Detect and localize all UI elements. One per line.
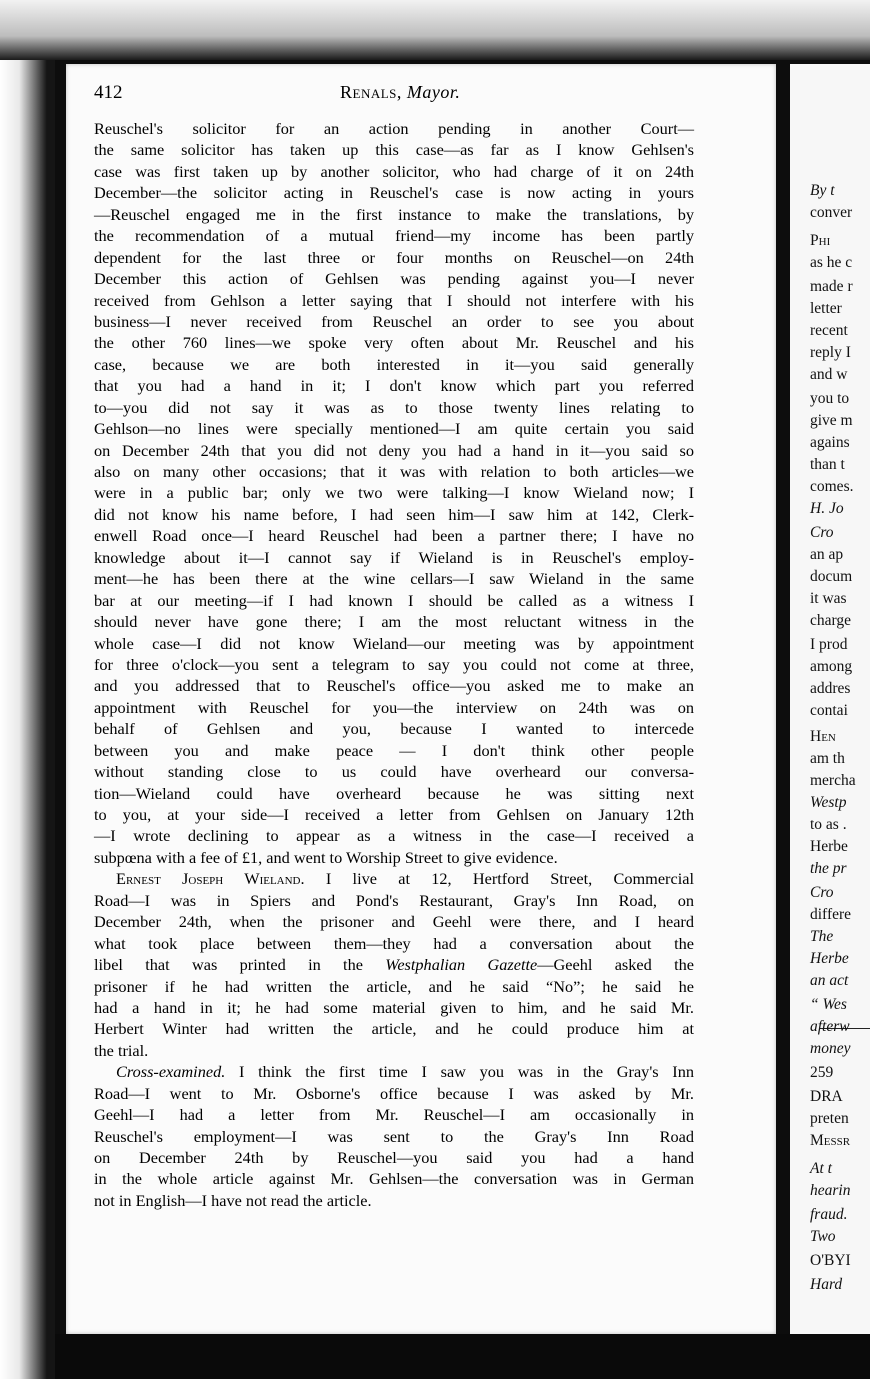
right-page-fragment: to as . xyxy=(810,816,847,833)
text-line xyxy=(94,1126,694,1147)
right-page-fragment: preten xyxy=(810,1110,849,1127)
right-page-fragment: as he c xyxy=(810,254,853,271)
line-text: libel that was printed in the xyxy=(94,955,386,975)
line-text: Gehlson—no lines were specially mentioned—I am quite certain you said xyxy=(94,419,694,439)
right-page-fragment: and w xyxy=(810,366,848,383)
right-page-fragment: made r xyxy=(810,278,853,295)
right-page-fragment: charge xyxy=(810,612,852,629)
text-line xyxy=(94,290,694,311)
right-page-fragment: give m xyxy=(810,412,853,429)
line-text: behalf of Gehlsen and you, because I wanted to intercede xyxy=(94,719,694,739)
line-text: —Reuschel engaged me in the first instance to make the translations, by xyxy=(94,204,694,224)
line-text: subpœna with a fee of £1, and went to Worship Street to give evidence. xyxy=(94,847,558,867)
text-line xyxy=(94,997,694,1018)
italic-lead: Cross-examined. xyxy=(116,1062,226,1082)
text-line xyxy=(94,247,694,268)
text-line xyxy=(94,718,694,739)
line-text: December this action of Gehlsen was pending against you—I never xyxy=(94,269,694,289)
line-text: had a hand in it; he had some material given to him, and he said Mr. xyxy=(94,997,694,1017)
line-text: Geehl—I had a letter from Mr. Reuschel—I am occasionally in xyxy=(94,1105,694,1125)
right-page-fragment: money xyxy=(810,1040,851,1057)
right-page-fragment: afterw xyxy=(810,1018,850,1035)
right-page-fragment: mercha xyxy=(810,772,856,789)
line-text: also on many other occasions; that it was with relation to both articles—we xyxy=(94,462,694,481)
text-line xyxy=(94,933,694,954)
line-text: the same solicitor has taken up this case—as far as I know Gehlsen's xyxy=(94,140,694,160)
right-page-fragment: Herbe xyxy=(810,838,848,855)
text-line xyxy=(94,525,694,546)
right-page-fragment: an act xyxy=(810,972,849,989)
text-line xyxy=(94,1147,694,1168)
text-line xyxy=(94,547,694,568)
scan-top-margin xyxy=(0,0,870,60)
line-text: did not know his name before, I had seen him—I saw him at 142, Clerk- xyxy=(94,504,694,524)
right-page-fragment: Phi xyxy=(810,232,831,249)
text-line xyxy=(94,354,694,375)
right-page-fragment: an ap xyxy=(810,546,844,563)
text-line xyxy=(94,633,694,654)
right-page-fragment: Cro xyxy=(810,524,834,541)
text-line xyxy=(94,740,694,761)
line-text: —I wrote declining to appear as a witness in the case—I received a xyxy=(94,826,694,846)
text-line xyxy=(94,804,694,825)
right-page-fragment: it was xyxy=(810,590,847,607)
line-text: Road—I was in Spiers and Pond's Restaurant, Gray's Inn Road, on xyxy=(94,890,694,910)
line-text: received from Gehlson a letter saying that I should not interfere with his xyxy=(94,290,694,310)
text-line xyxy=(94,761,694,782)
text-line xyxy=(94,890,694,911)
text-line xyxy=(94,954,694,975)
scan-bottom-margin xyxy=(55,1334,870,1379)
right-page-fragment: “ Wes xyxy=(810,996,847,1013)
right-page-fragment: Two xyxy=(810,1228,836,1245)
right-page-fragment: By t xyxy=(810,182,835,199)
line-text: on December 24th by Reuschel—you said you had a hand xyxy=(94,1148,694,1167)
text-line xyxy=(94,568,694,589)
right-page-fragment: among xyxy=(810,658,853,675)
line-text: —Geehl asked the xyxy=(537,955,694,975)
right-page-fragment: The xyxy=(810,928,834,945)
right-page-fragment: H. Jo xyxy=(810,500,844,517)
text-line xyxy=(94,847,694,868)
right-page-fragment: reply I xyxy=(810,344,851,361)
right-page-fragment: O'BYI xyxy=(810,1252,851,1269)
text-line xyxy=(94,397,694,418)
right-page-fragment: addres xyxy=(810,680,851,697)
right-page-fragment: conver xyxy=(810,204,853,221)
right-page-fragment: Hen xyxy=(810,728,836,745)
right-page-fragment: you to xyxy=(810,390,850,407)
witness-name: Ernest Joseph Wieland. xyxy=(116,869,305,889)
right-page-fragment: Herbe xyxy=(810,950,849,967)
right-page-fragment: comes. xyxy=(810,478,854,495)
line-text: enwell Road once—I heard Reuschel had been a partner there; I have no xyxy=(94,526,694,546)
line-text: without standing close to us could have overheard our conversa- xyxy=(94,762,694,782)
line-text: the other 760 lines—we spoke very often about Mr. Reuschel and his xyxy=(94,333,694,353)
page-number: 412 xyxy=(94,82,123,103)
text-line xyxy=(94,311,694,332)
text-line xyxy=(94,868,694,889)
right-page-fragment: letter xyxy=(810,300,842,317)
line-text: appointment with Reuschel for you—the interview on 24th was on xyxy=(94,697,694,717)
line-text: what took place between them—they had a conversation about the xyxy=(94,933,694,953)
right-page-fragment: the pr xyxy=(810,860,847,877)
running-head-title: Mayor. xyxy=(406,82,461,102)
text-line xyxy=(94,1040,694,1061)
text-line xyxy=(94,418,694,439)
text-line xyxy=(94,182,694,203)
line-text: I think the first time I saw you was in the Gray's Inn xyxy=(225,1062,694,1082)
text-line xyxy=(94,611,694,632)
line-text: case was first taken up by another solicitor, who had charge of it on 24th xyxy=(94,161,694,181)
text-line xyxy=(94,976,694,997)
body-text xyxy=(94,118,694,1211)
right-page-fragment: Hard xyxy=(810,1276,843,1293)
text-line xyxy=(94,504,694,525)
right-page-fragment: recent xyxy=(810,322,848,339)
running-head-name: Renals, xyxy=(340,82,402,102)
text-line xyxy=(94,675,694,696)
line-text: the recommendation of a mutual friend—my income has been partly xyxy=(94,226,694,246)
text-line xyxy=(94,1061,694,1082)
text-line xyxy=(94,1018,694,1039)
right-page-fragment: than t xyxy=(810,456,845,473)
line-text: ment—he has been there at the wine cellars—I saw Wieland in the same xyxy=(94,569,694,589)
text-line xyxy=(94,1104,694,1125)
right-page-fragment: At t xyxy=(810,1160,832,1177)
line-text: business—I never received from Reuschel an order to see you about xyxy=(94,311,694,331)
line-text: should never have gone there; I am the most reluctant witness in the xyxy=(94,612,694,632)
right-page-fragment: docum xyxy=(810,568,853,585)
line-text: were in a public bar; only we two were talking—I know Wieland now; I xyxy=(94,483,694,503)
right-page-fragment: am th xyxy=(810,750,845,767)
right-page-fragment: I prod xyxy=(810,636,848,653)
text-line xyxy=(94,461,694,482)
text-line xyxy=(94,783,694,804)
line-text: whole case—I did not know Wieland—our meeting was by appointment xyxy=(94,633,694,653)
running-head xyxy=(340,82,460,103)
text-line xyxy=(94,375,694,396)
line-text: knowledge about it—I cannot say if Wieland is in Reuschel's employ- xyxy=(94,547,694,567)
text-line xyxy=(94,590,694,611)
line-text: Herbert Winter had written the article, and he could produce him at xyxy=(94,1019,694,1039)
right-page-edge xyxy=(790,64,870,1334)
text-line xyxy=(94,139,694,160)
line-text: dependent for the last three or four months on Reuschel—on 24th xyxy=(94,247,694,267)
text-line xyxy=(94,482,694,503)
text-line xyxy=(94,1190,694,1211)
text-line xyxy=(94,697,694,718)
right-page-fragment: DRA xyxy=(810,1088,843,1105)
right-page-fragment: Cro xyxy=(810,884,834,901)
right-page-fragment: agains xyxy=(810,434,850,451)
line-text: case, because we are both interested in it—you said generally xyxy=(94,354,694,374)
line-text: December 24th, when the prisoner and Geehl were there, and I heard xyxy=(94,912,694,932)
text-line xyxy=(94,225,694,246)
right-page-fragment: differe xyxy=(810,906,852,923)
text-line xyxy=(94,825,694,846)
line-text: prisoner if he had written the article, and he said “No”; he said he xyxy=(94,976,694,996)
line-text: and you addressed that to Reuschel's office—you asked me to make an xyxy=(94,676,694,696)
line-text: in the whole article against Mr. Gehlsen—the conversation was in German xyxy=(94,1169,694,1189)
line-text: Reuschel's solicitor for an action pending in another Court— xyxy=(94,119,694,138)
text-line xyxy=(94,1083,694,1104)
line-text: bar at our meeting—if I had known I should be called as a witness I xyxy=(94,590,694,610)
text-line xyxy=(94,440,694,461)
right-page-fragment: hearin xyxy=(810,1182,851,1199)
text-line xyxy=(94,268,694,289)
line-text: to—you did not say it was as to those twenty lines relating to xyxy=(94,397,694,417)
text-line xyxy=(94,654,694,675)
line-text: Reuschel's employment—I was sent to the Gray's Inn Road xyxy=(94,1126,694,1146)
text-line xyxy=(94,1168,694,1189)
line-text: the trial. xyxy=(94,1040,149,1060)
line-text: I live at 12, Hertford Street, Commercial xyxy=(304,869,694,889)
line-text: December—the solicitor acting in Reuschel's case is now acting in yours xyxy=(94,183,694,203)
text-line xyxy=(94,161,694,182)
line-text: between you and make peace — I don't think other people xyxy=(94,740,694,760)
right-page-fragment: Westp xyxy=(810,794,847,811)
text-line xyxy=(94,118,694,139)
right-page-fragment: fraud. xyxy=(810,1206,848,1223)
right-page-fragment: 259 xyxy=(810,1064,834,1081)
line-text: for three o'clock—you sent a telegram to say you could not come at three, xyxy=(94,654,694,674)
book-spine-shadow xyxy=(0,60,55,1379)
line-text: on December 24th that you did not deny you had a hand in it—you said so xyxy=(94,440,694,460)
line-text: not in English—I have not read the article. xyxy=(94,1190,372,1210)
text-line xyxy=(94,911,694,932)
line-text: tion—Wieland could have overheard because he was sitting next xyxy=(94,783,694,803)
text-line xyxy=(94,204,694,225)
line-text: that you had a hand in it; I don't know which part you referred xyxy=(94,376,694,396)
text-line xyxy=(94,332,694,353)
publication-title: Westphalian Gazette xyxy=(385,955,538,975)
right-page-fragment: Messr xyxy=(810,1132,851,1149)
right-page-fragment: contai xyxy=(810,702,848,719)
line-text: to you, at your side—I received a letter from Gehlsen on January 12th xyxy=(94,805,694,824)
line-text: Road—I went to Mr. Osborne's office because I was asked by Mr. xyxy=(94,1083,694,1103)
